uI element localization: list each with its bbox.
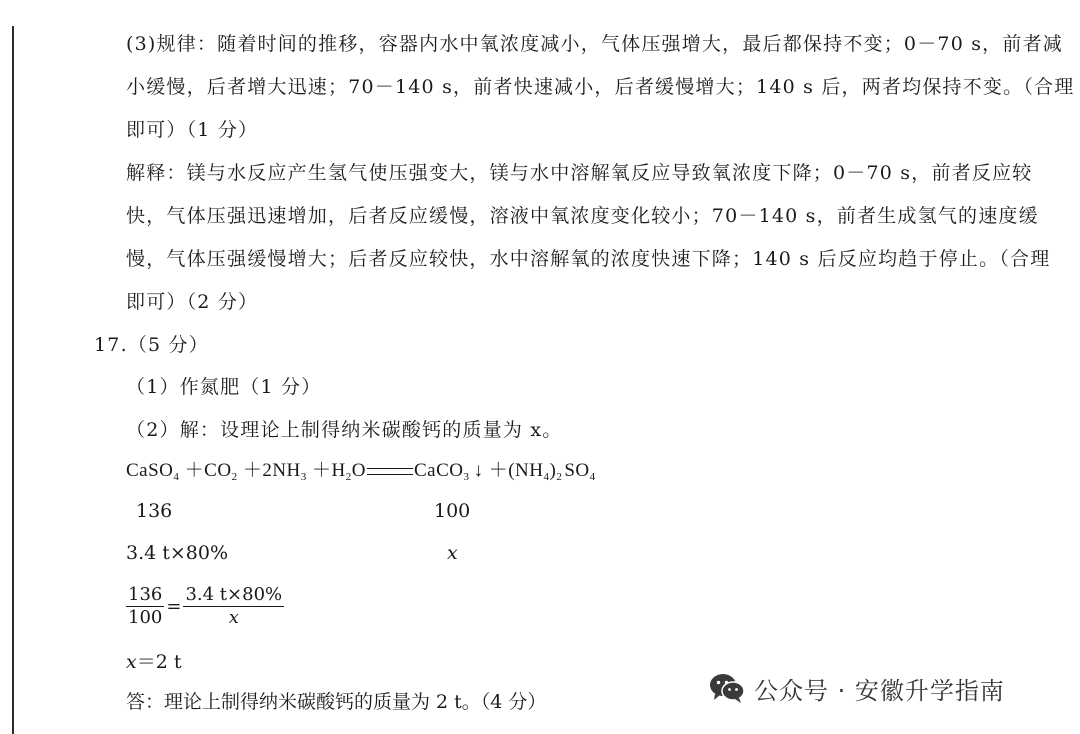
reaction-equals-sign	[367, 468, 413, 475]
precipitate-arrow-icon: ↓	[473, 460, 484, 481]
molar-mass-caco3: 100	[434, 500, 471, 522]
subscript: 2	[345, 471, 352, 483]
given-mass: 3.4 t×80%	[126, 542, 229, 564]
subscript: 4	[543, 471, 550, 483]
text-line-rule-2: 小缓慢，后者增大迅速；70－140 s，前者快速减小，后者缓慢增大；140 s 后，两者均保持不变。（合理	[126, 76, 1075, 98]
fraction-left-numerator: 136	[128, 584, 163, 605]
text-line-explain-2: 快，气体压强迅速增加，后者反应缓慢，溶液中氧浓度变化较小；70－140 s，前者生成氢气的速度缓	[126, 205, 1039, 227]
fraction-left	[126, 584, 164, 629]
fraction-right-numerator: 3.4 t×80%	[185, 584, 283, 605]
equals-sign: =	[166, 596, 182, 617]
formula-nh4: ＋(NH	[483, 460, 544, 481]
subscript: 3	[463, 471, 470, 483]
text-line-rule-3: 即可）（1 分）	[126, 119, 259, 141]
result-line	[126, 650, 181, 674]
fraction-right	[183, 584, 284, 629]
watermark	[708, 670, 1005, 706]
text-line-explain-3: 慢，气体压强缓慢增大；后者反应较快，水中溶解氧的浓度快速下降；140 s 后反应均趋于停止。（合理	[126, 248, 1051, 270]
fraction-right-denominator: x	[228, 607, 239, 628]
text-line-rule-1: (3)规律：随着时间的推移，容器内水中氧浓度减小，气体压强增大，最后都保持不变；0－70 s，前者减	[126, 33, 1063, 55]
formula-nh3: ＋2NH	[237, 460, 301, 481]
wechat-icon	[708, 670, 746, 706]
proportion-equation	[126, 584, 284, 629]
subscript: 2	[231, 471, 238, 483]
formula-so4: SO	[564, 460, 590, 481]
subscript: 2	[556, 471, 563, 483]
question-17-part-2: （2）解：设理论上制得纳米碳酸钙的质量为 x。	[126, 419, 563, 441]
subscript: 4	[589, 471, 596, 483]
formula-h2o: ＋H	[306, 460, 346, 481]
formula-co2: ＋CO	[179, 460, 232, 481]
subscript: 3	[300, 471, 307, 483]
formula-caco3: CaCO	[413, 460, 464, 481]
answer-line: 答：理论上制得纳米碳酸钙的质量为 2 t。（4 分）	[126, 691, 547, 713]
text-line-explain-4: 即可）（2 分）	[126, 291, 259, 313]
watermark-text: 公众号 · 安徽升学指南	[754, 676, 1005, 705]
chemical-equation	[126, 459, 596, 483]
formula-caso4: CaSO	[126, 460, 174, 481]
result-value: ＝2 t	[136, 651, 182, 673]
text-line-explain-1: 解释：镁与水反应产生氢气使压强变大，镁与水中溶解氧反应导致氧浓度下降；0－70 s，前者反应较	[126, 162, 1033, 184]
left-margin-rule	[12, 26, 14, 734]
result-variable: x	[126, 651, 137, 673]
question-17-heading: 17.（5 分）	[94, 334, 209, 356]
molar-mass-caso4: 136	[136, 500, 173, 522]
unknown-mass: x	[447, 542, 458, 564]
formula-o: O	[351, 460, 366, 481]
question-17-part-1: （1）作氮肥（1 分）	[126, 376, 322, 398]
fraction-left-denominator: 100	[128, 607, 163, 628]
formula-paren: )	[549, 460, 557, 481]
subscript: 4	[173, 471, 180, 483]
